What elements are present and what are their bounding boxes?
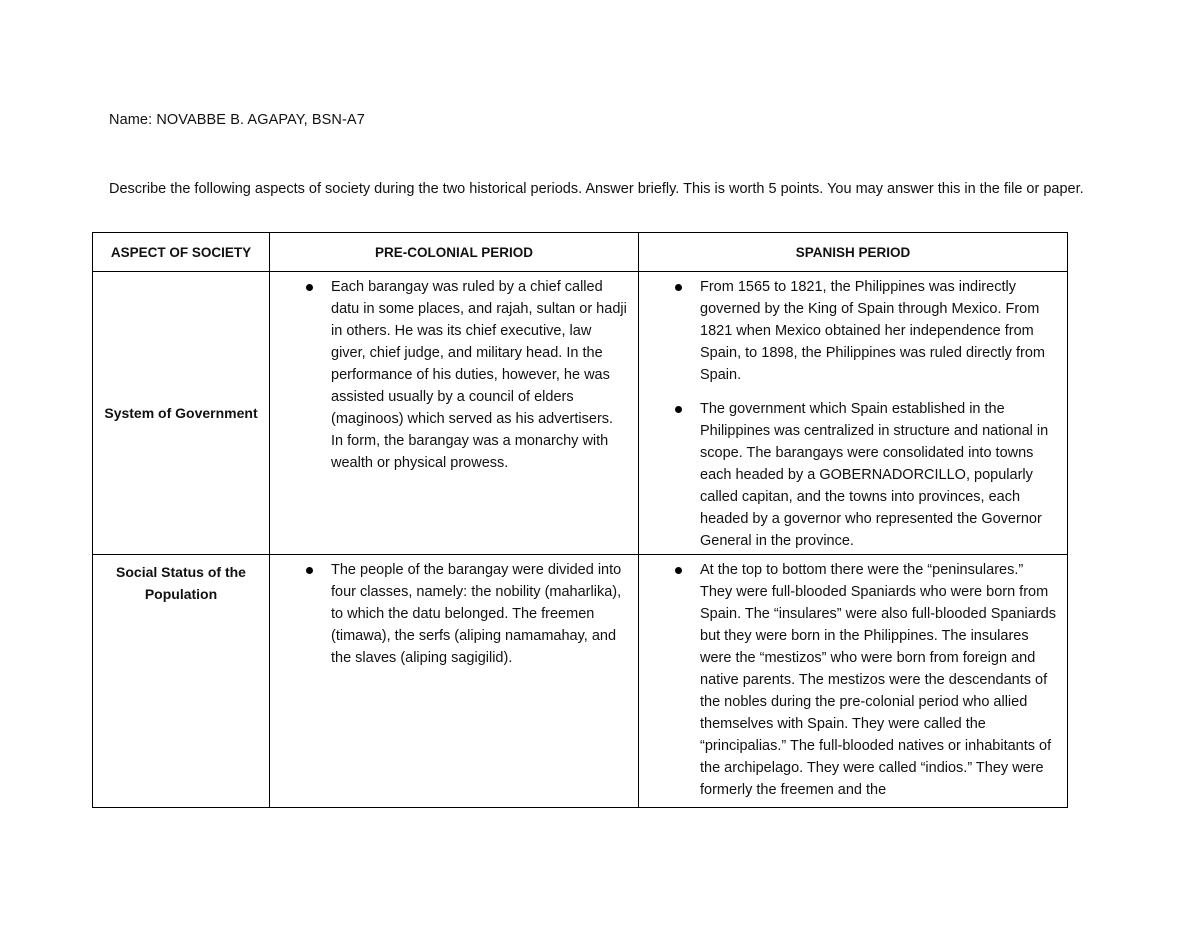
bullet-list	[639, 555, 1067, 801]
bullet-list	[270, 555, 638, 669]
list-item-text: Each barangay was ruled by a chief called datu in some places, and rajah, sultan or hadji in others. He was its chief executive, law giver, chief judge, and military head. In the performance of his duties, however, he was assisted usually by a council of elders (maginoos) which served as his advertisers. In form, the barangay was a monarchy with wealth or physical prowess.	[331, 279, 627, 471]
list-item	[639, 398, 1057, 552]
column-header-aspect: ASPECT OF SOCIETY	[93, 233, 270, 272]
precolonial-cell	[270, 272, 639, 555]
spanish-cell	[639, 272, 1068, 555]
instructions-text: Describe the following aspects of society during the two historical periods. Answer briefly. This is worth 5 points. You may answer this in the file or paper.	[109, 181, 1084, 197]
list-item-text: The people of the barangay were divided into four classes, namely: the nobility (maharlika), to which the datu belonged. The freemen (timawa), the serfs (aliping namamahay, and the slaves (aliping sagigilid).	[331, 562, 622, 666]
column-header-spanish: SPANISH PERIOD	[639, 233, 1068, 272]
list-item	[270, 559, 628, 669]
list-item	[270, 276, 628, 474]
list-item-text: The government which Spain established in the Philippines was centralized in structure and national in scope. The barangays were consolidated into towns each headed by a GOBERNADORCILLO, popularly called capitan, and the towns into provinces, each headed by a governor who represented the Governor General in the province.	[700, 401, 1049, 549]
bullet-icon	[306, 567, 313, 574]
aspects-table	[92, 232, 1068, 808]
precolonial-cell	[270, 555, 639, 808]
list-item-text: From 1565 to 1821, the Philippines was indirectly governed by the King of Spain through Mexico. From 1821 when Mexico obtained her independence from Spain, to 1898, the Philippines was ruled directly from Spain.	[700, 279, 1045, 383]
column-header-precolonial: PRE-COLONIAL PERIOD	[270, 233, 639, 272]
bullet-list	[639, 272, 1067, 552]
bullet-icon	[675, 567, 682, 574]
table-header-row	[93, 233, 1068, 272]
table-row	[93, 272, 1068, 555]
table-row	[93, 555, 1068, 808]
aspect-cell: Social Status of the Population	[93, 555, 270, 808]
spanish-cell	[639, 555, 1068, 808]
bullet-list	[270, 272, 638, 474]
bullet-icon	[306, 284, 313, 291]
aspect-cell: System of Government	[93, 272, 270, 555]
bullet-icon	[675, 284, 682, 291]
student-name-line: Name: NOVABBE B. AGAPAY, BSN-A7	[109, 112, 365, 128]
list-item-text: At the top to bottom there were the “peninsulares.” They were full-blooded Spaniards who were born from Spain. The “insulares” were also full-blooded Spaniards but they were born in the Philippines. The insulares were the “mestizos” who were born from foreign and native parents. The mestizos were the descendants of the nobles during the pre-colonial period who allied themselves with Spain. They were called the “principalias.” The full-blooded natives or inhabitants of the archipelago. They were called “indios.” They were formerly the freemen and the	[700, 562, 1056, 798]
bullet-icon	[675, 406, 682, 413]
list-item	[639, 276, 1057, 386]
list-item	[639, 559, 1057, 801]
